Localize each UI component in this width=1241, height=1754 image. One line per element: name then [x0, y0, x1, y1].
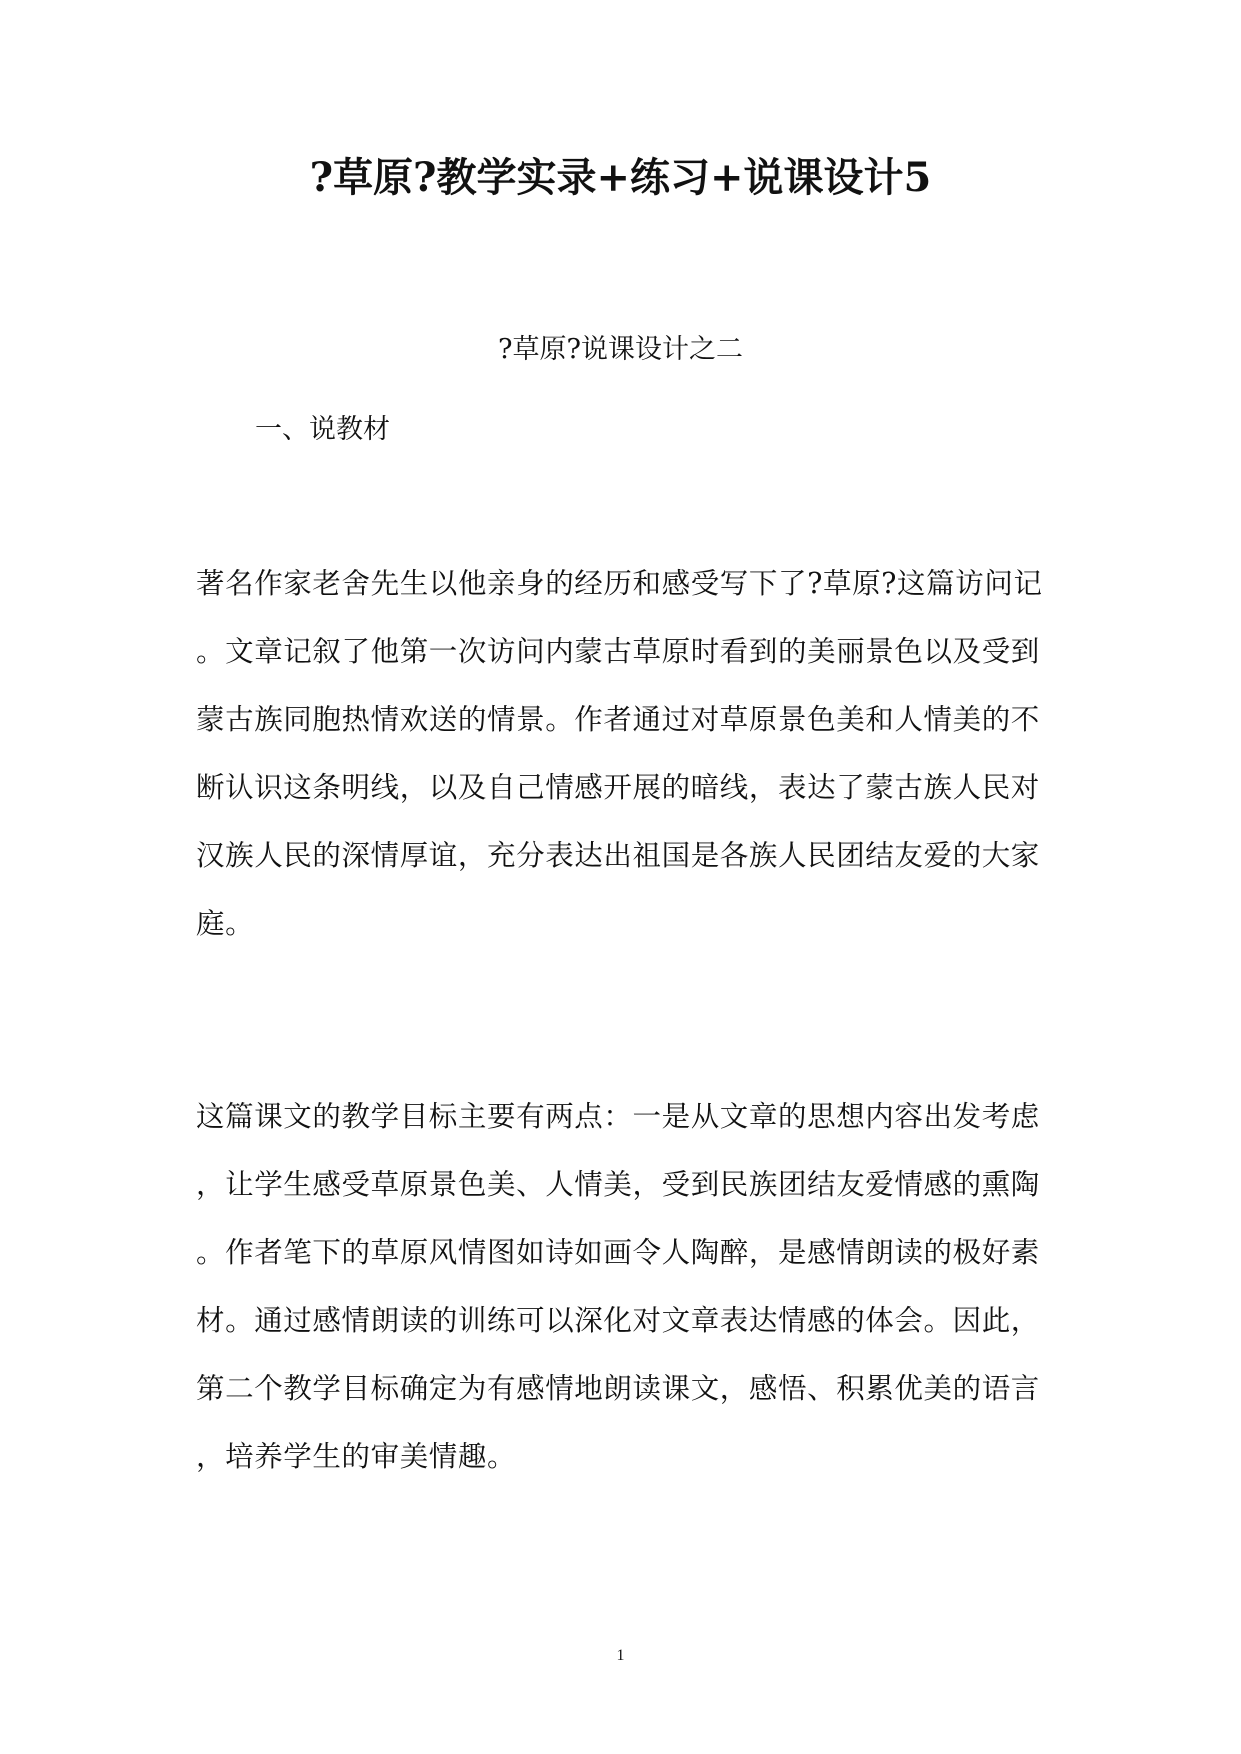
- section-heading: 一、说教材: [255, 414, 390, 445]
- paragraph-line: 这篇课文的教学目标主要有两点：一是从文章的思想内容出发考虑: [196, 1100, 1040, 1133]
- paragraph-line: ，让学生感受草原景色美、人情美，受到民族团结友爱情感的熏陶: [196, 1168, 1040, 1201]
- paragraph-line: 断认识这条明线，以及自己情感开展的暗线，表达了蒙古族人民对: [196, 771, 1040, 804]
- paragraph-line: 汉族人民的深情厚谊，充分表达出祖国是各族人民团结友爱的大家: [196, 839, 1040, 872]
- paragraph-2: [196, 1083, 1046, 1491]
- document-subtitle: ?草原?说课设计之二: [498, 334, 743, 365]
- paragraph-line: 。作者笔下的草原风情图如诗如画令人陶醉，是感情朗读的极好素: [196, 1236, 1040, 1269]
- paragraph-line: 第二个教学目标确定为有感情地朗读课文，感悟、积累优美的语言: [196, 1372, 1040, 1405]
- paragraph-line: 蒙古族同胞热情欢送的情景。作者通过对草原景色美和人情美的不: [196, 703, 1040, 736]
- paragraph-line: 材。通过感情朗读的训练可以深化对文章表达情感的体会。因此，: [196, 1304, 1040, 1337]
- paragraph-line: 著名作家老舍先生以他亲身的经历和感受写下了?草原?这篇访问记: [196, 567, 1043, 600]
- paragraph-line: 。文章记叙了他第一次访问内蒙古草原时看到的美丽景色以及受到: [196, 635, 1040, 668]
- paragraph-1: [196, 550, 1046, 958]
- page-number: 1: [616, 1647, 625, 1664]
- paragraph-line: 庭。: [196, 907, 255, 940]
- paragraph-line: ，培养学生的审美情趣。: [196, 1440, 517, 1473]
- document-title: ?草原?教学实录+练习+说课设计5: [309, 154, 932, 201]
